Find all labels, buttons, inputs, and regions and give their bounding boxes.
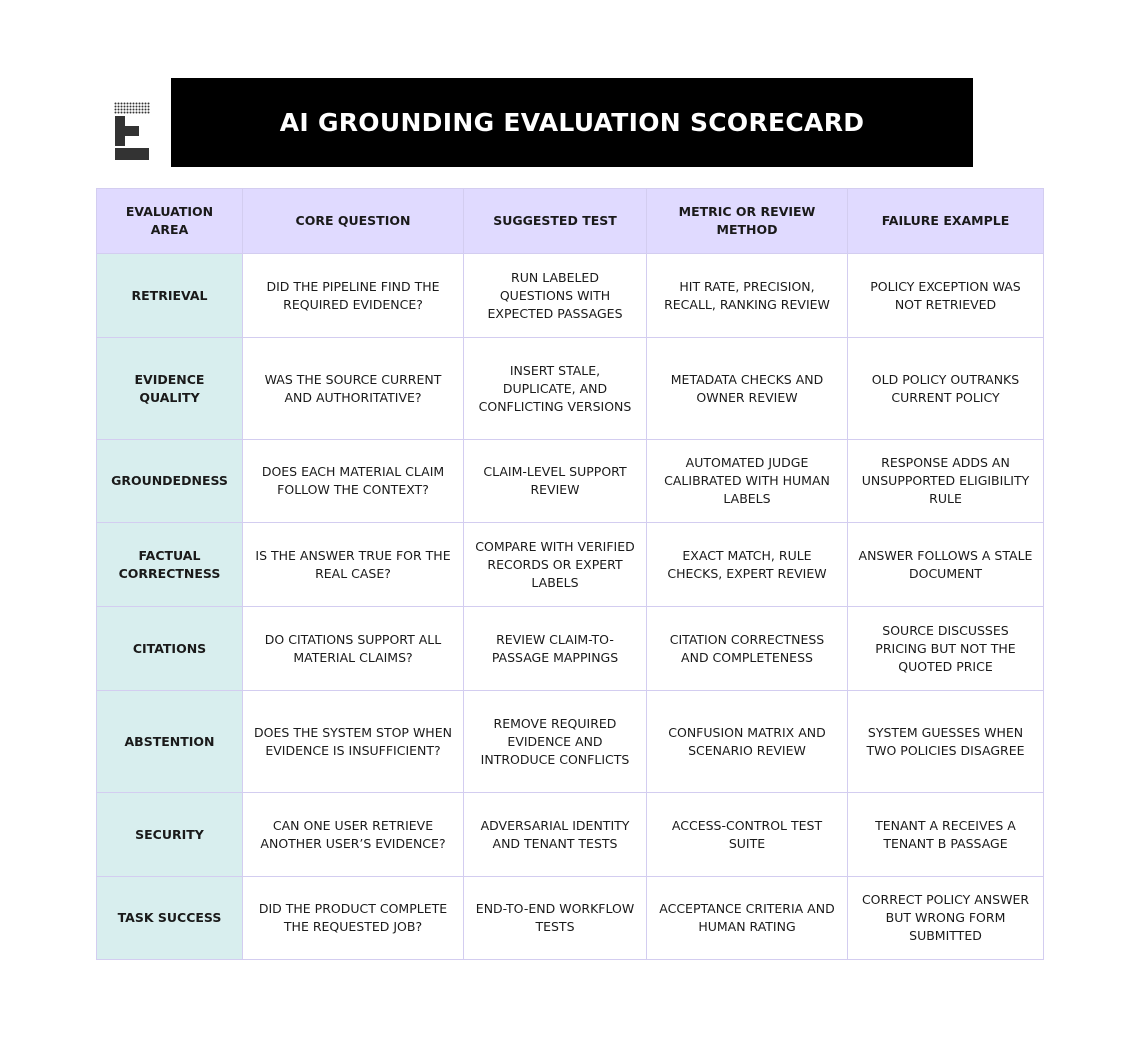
failure-example-cell: CORRECT POLICY ANSWER BUT WRONG FORM SUBMITTED: [848, 877, 1044, 960]
core-question-cell: DID THE PRODUCT COMPLETE THE REQUESTED JOB?: [243, 877, 464, 960]
core-question-cell: IS THE ANSWER TRUE FOR THE REAL CASE?: [243, 523, 464, 607]
metric-cell: ACCEPTANCE CRITERIA AND HUMAN RATING: [647, 877, 848, 960]
failure-example-cell: ANSWER FOLLOWS A STALE DOCUMENT: [848, 523, 1044, 607]
evaluation-area-cell: TASK SUCCESS: [97, 877, 243, 960]
suggested-test-cell: REVIEW CLAIM-TO-PASSAGE MAPPINGS: [464, 607, 647, 691]
title-banner: [171, 78, 973, 167]
metric-cell: HIT RATE, PRECISION, RECALL, RANKING REVIEW: [647, 254, 848, 338]
table-row: [97, 793, 1044, 877]
column-header: FAILURE EXAMPLE: [848, 189, 1044, 254]
evaluation-area-cell: CITATIONS: [97, 607, 243, 691]
metric-cell: AUTOMATED JUDGE CALIBRATED WITH HUMAN LABELS: [647, 440, 848, 523]
failure-example-cell: RESPONSE ADDS AN UNSUPPORTED ELIGIBILITY RULE: [848, 440, 1044, 523]
core-question-cell: DOES THE SYSTEM STOP WHEN EVIDENCE IS INSUFFICIENT?: [243, 691, 464, 793]
brand-logo-icon: [114, 102, 150, 160]
table-row: [97, 877, 1044, 960]
core-question-cell: DO CITATIONS SUPPORT ALL MATERIAL CLAIMS?: [243, 607, 464, 691]
failure-example-cell: TENANT A RECEIVES A TENANT B PASSAGE: [848, 793, 1044, 877]
evaluation-area-cell: FACTUAL CORRECTNESS: [97, 523, 243, 607]
evaluation-area-cell: SECURITY: [97, 793, 243, 877]
column-header: SUGGESTED TEST: [464, 189, 647, 254]
evaluation-area-cell: EVIDENCE QUALITY: [97, 338, 243, 440]
evaluation-area-cell: GROUNDEDNESS: [97, 440, 243, 523]
suggested-test-cell: RUN LABELED QUESTIONS WITH EXPECTED PASSAGES: [464, 254, 647, 338]
table-row: [97, 607, 1044, 691]
failure-example-cell: OLD POLICY OUTRANKS CURRENT POLICY: [848, 338, 1044, 440]
failure-example-cell: SYSTEM GUESSES WHEN TWO POLICIES DISAGREE: [848, 691, 1044, 793]
core-question-cell: DOES EACH MATERIAL CLAIM FOLLOW THE CONTEXT?: [243, 440, 464, 523]
metric-cell: CONFUSION MATRIX AND SCENARIO REVIEW: [647, 691, 848, 793]
metric-cell: METADATA CHECKS AND OWNER REVIEW: [647, 338, 848, 440]
core-question-cell: CAN ONE USER RETRIEVE ANOTHER USER’S EVIDENCE?: [243, 793, 464, 877]
suggested-test-cell: CLAIM-LEVEL SUPPORT REVIEW: [464, 440, 647, 523]
scorecard-table: [96, 188, 1044, 960]
metric-cell: EXACT MATCH, RULE CHECKS, EXPERT REVIEW: [647, 523, 848, 607]
metric-cell: ACCESS-CONTROL TEST SUITE: [647, 793, 848, 877]
column-header: METRIC OR REVIEW METHOD: [647, 189, 848, 254]
metric-cell: CITATION CORRECTNESS AND COMPLETENESS: [647, 607, 848, 691]
core-question-cell: WAS THE SOURCE CURRENT AND AUTHORITATIVE?: [243, 338, 464, 440]
evaluation-area-cell: ABSTENTION: [97, 691, 243, 793]
page-title: AI GROUNDING EVALUATION SCORECARD: [279, 108, 865, 137]
suggested-test-cell: ADVERSARIAL IDENTITY AND TENANT TESTS: [464, 793, 647, 877]
suggested-test-cell: REMOVE REQUIRED EVIDENCE AND INTRODUCE CONFLICTS: [464, 691, 647, 793]
core-question-cell: DID THE PIPELINE FIND THE REQUIRED EVIDENCE?: [243, 254, 464, 338]
table-row: [97, 338, 1044, 440]
failure-example-cell: SOURCE DISCUSSES PRICING BUT NOT THE QUOTED PRICE: [848, 607, 1044, 691]
table-row: [97, 523, 1044, 607]
suggested-test-cell: COMPARE WITH VERIFIED RECORDS OR EXPERT LABELS: [464, 523, 647, 607]
suggested-test-cell: END-TO-END WORKFLOW TESTS: [464, 877, 647, 960]
suggested-test-cell: INSERT STALE, DUPLICATE, AND CONFLICTING VERSIONS: [464, 338, 647, 440]
table-row: [97, 691, 1044, 793]
table-row: [97, 440, 1044, 523]
column-header: CORE QUESTION: [243, 189, 464, 254]
column-header: EVALUATION AREA: [97, 189, 243, 254]
table-header-row: [97, 189, 1044, 254]
table-row: [97, 254, 1044, 338]
failure-example-cell: POLICY EXCEPTION WAS NOT RETRIEVED: [848, 254, 1044, 338]
evaluation-area-cell: RETRIEVAL: [97, 254, 243, 338]
